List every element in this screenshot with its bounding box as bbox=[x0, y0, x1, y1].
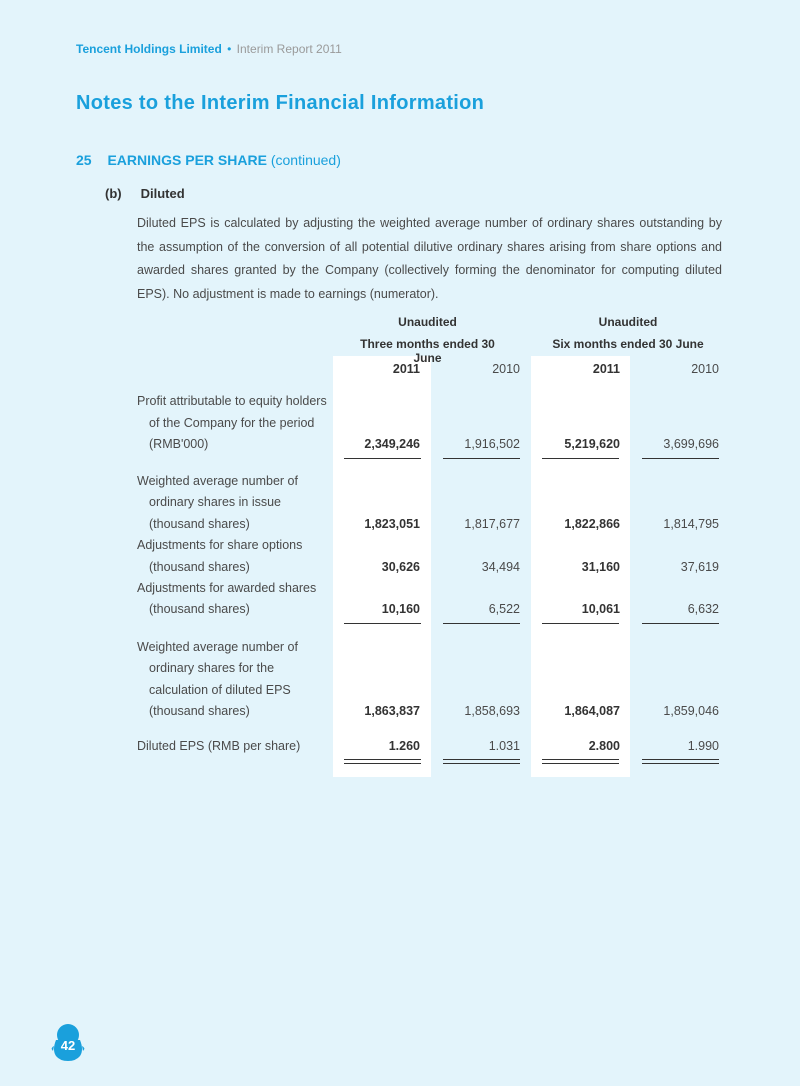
total-double-rule bbox=[344, 759, 421, 764]
row-label: Diluted EPS (RMB per share) bbox=[137, 739, 301, 753]
table-cell: 5,219,620 bbox=[564, 437, 620, 451]
table-cell: 1,817,677 bbox=[464, 517, 520, 531]
table-cell: 1,822,866 bbox=[564, 517, 620, 531]
section-name: EARNINGS PER SHARE bbox=[107, 152, 267, 168]
subtotal-rule bbox=[642, 458, 719, 459]
total-double-rule bbox=[443, 759, 520, 764]
row-label: Weighted average number of bbox=[137, 640, 298, 654]
table-cell: 1,863,837 bbox=[364, 704, 420, 718]
report-name: Interim Report 2011 bbox=[236, 42, 342, 56]
table-cell: 10,160 bbox=[381, 602, 420, 616]
table-cell: 3,699,696 bbox=[663, 437, 719, 451]
section-title bbox=[76, 152, 341, 168]
header-bullet: • bbox=[227, 42, 232, 56]
row-label: (RMB'000) bbox=[149, 437, 209, 451]
row-label: ordinary shares in issue bbox=[149, 495, 282, 509]
subtotal-rule bbox=[542, 458, 619, 459]
table-cell: 1.990 bbox=[687, 739, 719, 753]
row-label: ordinary shares for the bbox=[149, 661, 275, 675]
subtotal-rule bbox=[443, 458, 520, 459]
table-cell: 2.800 bbox=[588, 739, 620, 753]
table-cell: 6,632 bbox=[687, 602, 719, 616]
total-double-rule bbox=[542, 759, 619, 764]
table-cell: 10,061 bbox=[581, 602, 620, 616]
row-label: Profit attributable to equity holders bbox=[137, 394, 327, 408]
page-title: Notes to the Interim Financial Information bbox=[76, 92, 485, 114]
section-continued: (continued) bbox=[270, 152, 341, 168]
page-number: 42 bbox=[60, 1038, 76, 1053]
row-label: Adjustments for awarded shares bbox=[137, 581, 317, 595]
table-cell: 1,814,795 bbox=[663, 517, 719, 531]
table-cell: 1,916,502 bbox=[464, 437, 520, 451]
table-cell: 30,626 bbox=[381, 560, 420, 574]
subsection-label: (b) bbox=[105, 186, 122, 201]
year-header: 2010 bbox=[691, 362, 719, 376]
row-label: Weighted average number of bbox=[137, 474, 298, 488]
table-cell: 1,823,051 bbox=[364, 517, 420, 531]
row-label: (thousand shares) bbox=[149, 704, 250, 718]
group1-period: Three months ended 30 June bbox=[360, 337, 495, 365]
table-cell: 1,864,087 bbox=[564, 704, 620, 718]
row-label: calculation of diluted EPS bbox=[149, 683, 291, 697]
row-label: (thousand shares) bbox=[149, 560, 250, 574]
running-header bbox=[76, 42, 342, 56]
row-label: of the Company for the period bbox=[149, 416, 315, 430]
row-label: (thousand shares) bbox=[149, 602, 250, 616]
year-header: 2011 bbox=[392, 362, 420, 376]
group2-status: Unaudited bbox=[598, 315, 658, 329]
subsection-name: Diluted bbox=[140, 186, 185, 201]
group1-status: Unaudited bbox=[398, 315, 457, 329]
table-cell: 1.031 bbox=[488, 739, 520, 753]
year-header: 2011 bbox=[592, 362, 620, 376]
subtotal-rule bbox=[542, 623, 619, 624]
subtotal-rule bbox=[344, 623, 421, 624]
year-header: 2010 bbox=[492, 362, 520, 376]
table-cell: 2,349,246 bbox=[364, 437, 420, 451]
table-cell: 37,619 bbox=[680, 560, 719, 574]
table-cell: 1,859,046 bbox=[663, 704, 719, 718]
table-cell: 1,858,693 bbox=[464, 704, 520, 718]
subtotal-rule bbox=[443, 623, 520, 624]
table-cell: 6,522 bbox=[488, 602, 520, 616]
table-cell: 34,494 bbox=[481, 560, 520, 574]
table-cell: 31,160 bbox=[581, 560, 620, 574]
total-double-rule bbox=[642, 759, 719, 764]
explanation-paragraph: Diluted EPS is calculated by adjusting the weighted average number of ordinary shares outstanding by the assumption of the conversion of all potential dilutive ordinary shares arising from share options and awarded shares granted by the Company (collectively forming the denominator for computing diluted EPS). No adjustment is made to earnings (numerator). bbox=[137, 216, 722, 301]
row-label: Adjustments for share options bbox=[137, 538, 303, 552]
subsection-title bbox=[105, 186, 185, 201]
company-name: Tencent Holdings Limited bbox=[76, 42, 222, 56]
subtotal-rule bbox=[642, 623, 719, 624]
subtotal-rule bbox=[344, 458, 421, 459]
group2-period: Six months ended 30 June bbox=[552, 337, 704, 351]
row-label: (thousand shares) bbox=[149, 517, 250, 531]
table-cell: 1.260 bbox=[388, 739, 420, 753]
section-number: 25 bbox=[76, 152, 92, 168]
